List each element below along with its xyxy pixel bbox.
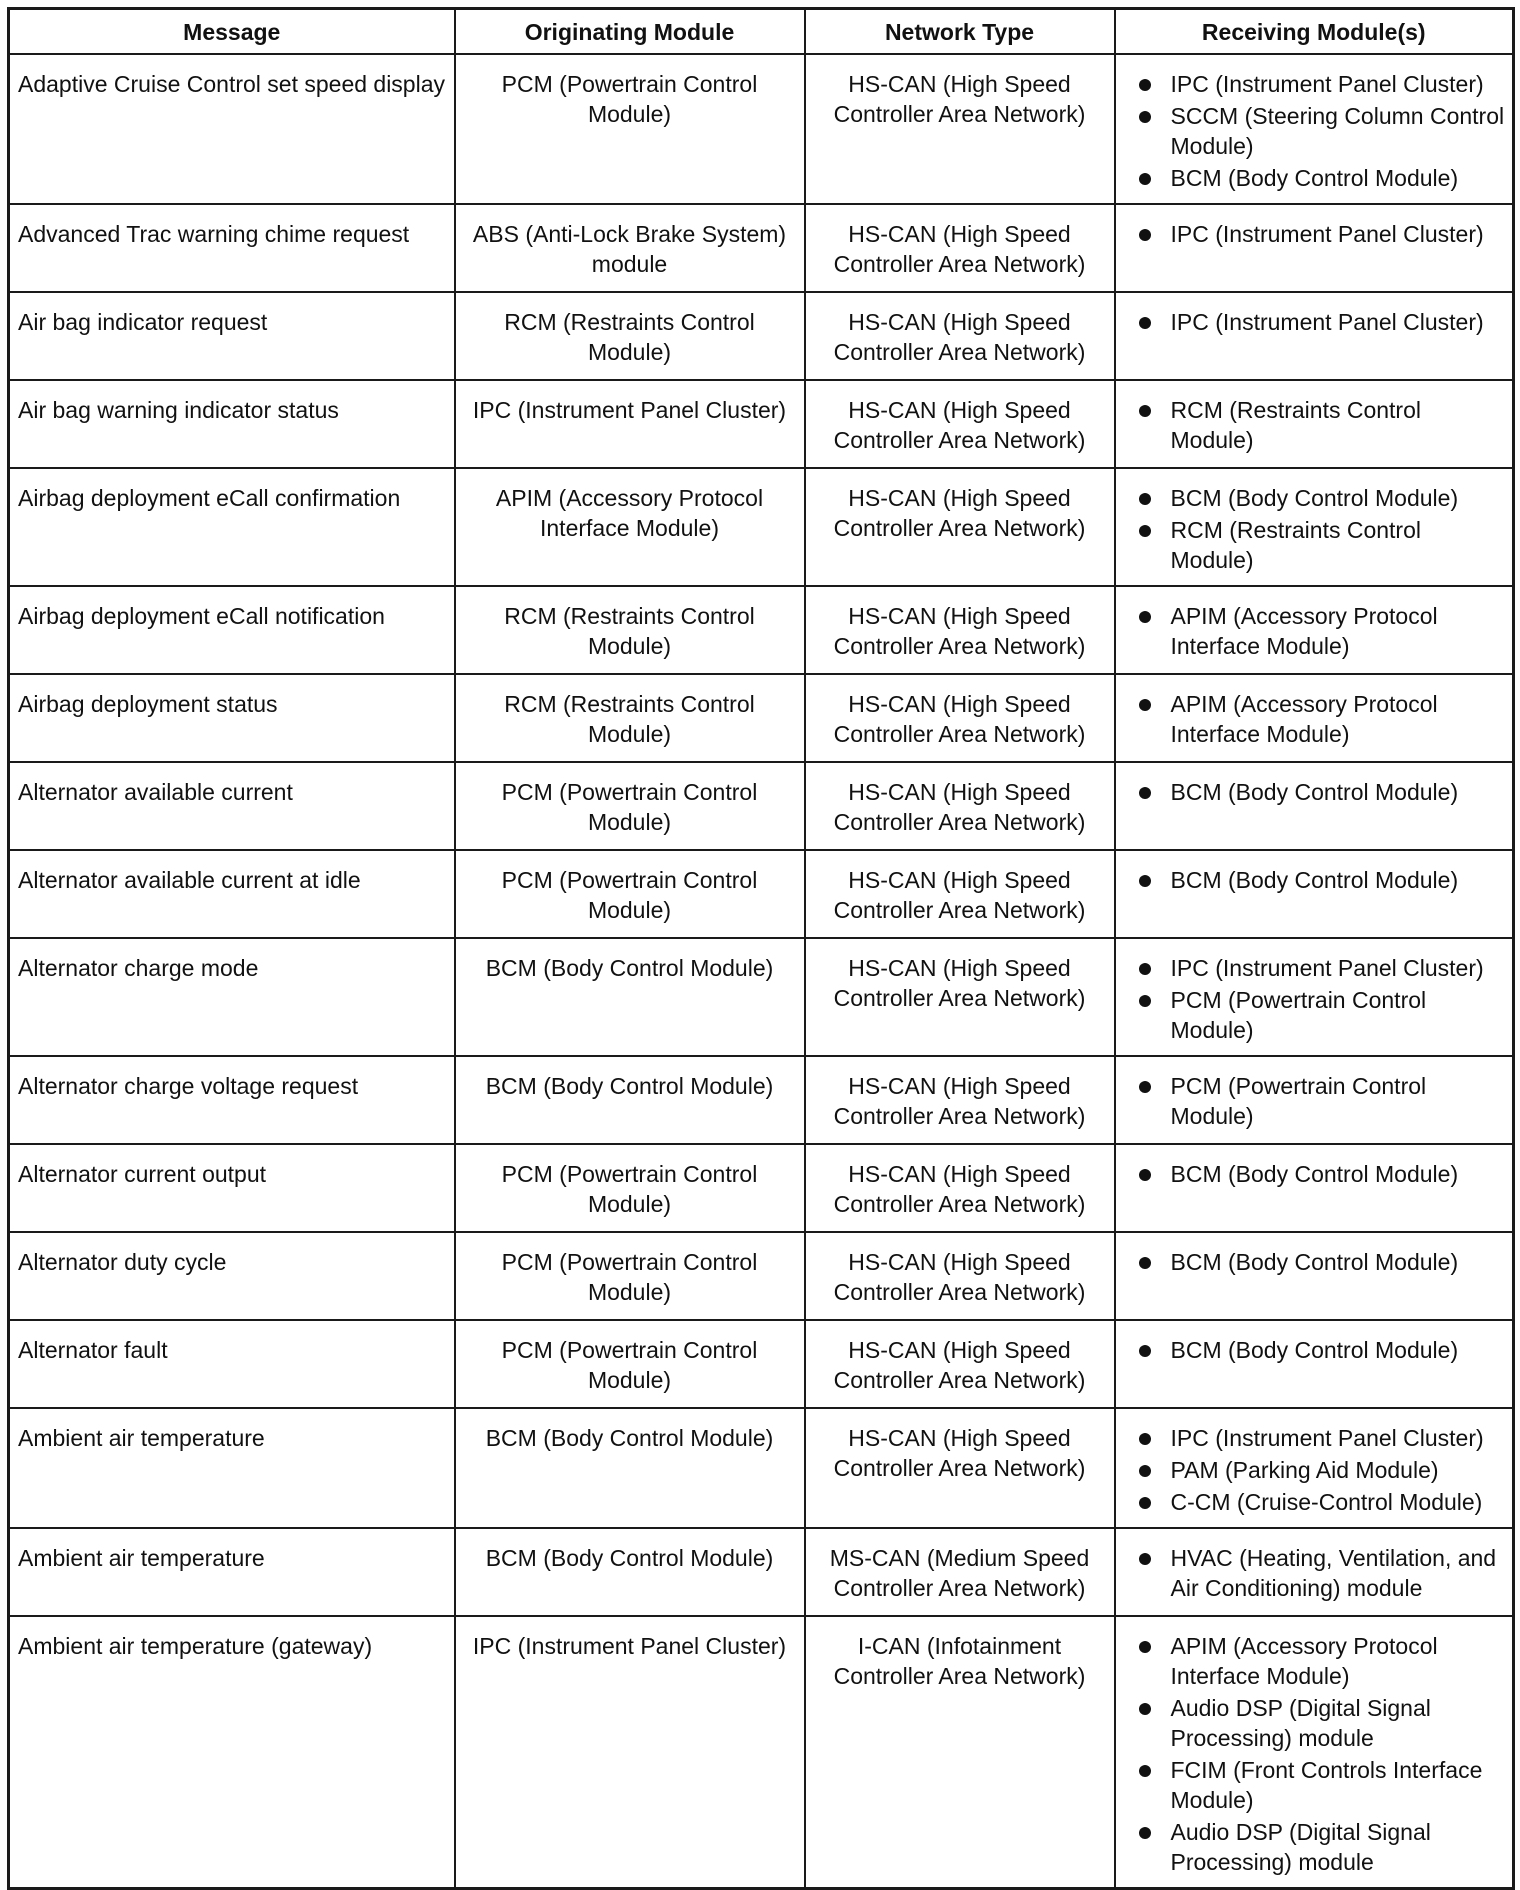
receiving-module-item — [1134, 1631, 1507, 1691]
receiving-module-label: APIM (Accessory Protocol Interface Module) — [1170, 691, 1438, 747]
receiving-module-list — [1134, 483, 1507, 575]
receiving-module-label: PCM (Powertrain Control Module) — [1170, 987, 1427, 1043]
receiving-modules-cell — [1115, 1528, 1514, 1616]
receiving-module-label: BCM (Body Control Module) — [1170, 779, 1459, 805]
table-row — [9, 762, 1514, 850]
table-row — [9, 468, 1514, 586]
receiving-module-list — [1134, 953, 1507, 1045]
message-cell: Ambient air temperature — [9, 1528, 455, 1616]
receiving-modules-cell — [1115, 1616, 1514, 1889]
originating-module-cell: PCM (Powertrain Control Module) — [455, 1320, 805, 1408]
receiving-module-item — [1134, 395, 1507, 455]
receiving-module-label: APIM (Accessory Protocol Interface Module) — [1170, 1633, 1438, 1689]
receiving-module-item — [1134, 601, 1507, 661]
receiving-modules-cell — [1115, 762, 1514, 850]
originating-module-cell: PCM (Powertrain Control Module) — [455, 1232, 805, 1320]
table-row — [9, 1528, 1514, 1616]
table-row — [9, 1320, 1514, 1408]
bullet-icon — [1139, 1703, 1151, 1715]
network-type-cell: HS-CAN (High Speed Controller Area Network) — [805, 762, 1115, 850]
message-cell: Airbag deployment eCall confirmation — [9, 468, 455, 586]
header-message: Message — [9, 9, 455, 55]
receiving-module-list — [1134, 1543, 1507, 1603]
originating-module-cell: ABS (Anti-Lock Brake System) module — [455, 204, 805, 292]
message-cell: Adaptive Cruise Control set speed display — [9, 54, 455, 204]
header-originating-module: Originating Module — [455, 9, 805, 55]
table-row — [9, 380, 1514, 468]
receiving-module-label: APIM (Accessory Protocol Interface Module) — [1170, 603, 1438, 659]
receiving-module-label: BCM (Body Control Module) — [1170, 485, 1459, 511]
receiving-module-list — [1134, 219, 1507, 249]
receiving-module-label: BCM (Body Control Module) — [1170, 867, 1459, 893]
receiving-module-item — [1134, 163, 1507, 193]
receiving-module-item — [1134, 777, 1507, 807]
message-cell: Airbag deployment eCall notification — [9, 586, 455, 674]
receiving-module-item — [1134, 1247, 1507, 1277]
receiving-modules-cell — [1115, 1232, 1514, 1320]
table-header — [9, 9, 1514, 55]
header-row — [9, 9, 1514, 55]
message-cell: Ambient air temperature — [9, 1408, 455, 1528]
receiving-module-item — [1134, 307, 1507, 337]
receiving-module-list — [1134, 1071, 1507, 1131]
receiving-module-item — [1134, 1159, 1507, 1189]
table-row — [9, 1408, 1514, 1528]
receiving-module-label: RCM (Restraints Control Module) — [1170, 397, 1421, 453]
table-row — [9, 850, 1514, 938]
bullet-icon — [1139, 493, 1151, 505]
receiving-module-item — [1134, 1543, 1507, 1603]
originating-module-cell: BCM (Body Control Module) — [455, 1056, 805, 1144]
receiving-modules-cell — [1115, 586, 1514, 674]
message-cell: Alternator duty cycle — [9, 1232, 455, 1320]
network-type-cell: HS-CAN (High Speed Controller Area Network) — [805, 1232, 1115, 1320]
message-cell: Alternator available current — [9, 762, 455, 850]
receiving-module-list — [1134, 1631, 1507, 1877]
receiving-module-list — [1134, 69, 1507, 193]
table-row — [9, 292, 1514, 380]
receiving-module-list — [1134, 601, 1507, 661]
receiving-modules-cell — [1115, 850, 1514, 938]
receiving-module-label: IPC (Instrument Panel Cluster) — [1170, 1425, 1484, 1451]
table-body — [9, 54, 1514, 1889]
network-type-cell: HS-CAN (High Speed Controller Area Network) — [805, 292, 1115, 380]
originating-module-cell: BCM (Body Control Module) — [455, 938, 805, 1056]
network-type-cell: HS-CAN (High Speed Controller Area Network) — [805, 1056, 1115, 1144]
receiving-modules-cell — [1115, 292, 1514, 380]
bullet-icon — [1139, 1169, 1151, 1181]
table-row — [9, 204, 1514, 292]
bullet-icon — [1139, 1641, 1151, 1653]
message-cell: Airbag deployment status — [9, 674, 455, 762]
bullet-icon — [1139, 317, 1151, 329]
table-row — [9, 1616, 1514, 1889]
receiving-module-item — [1134, 865, 1507, 895]
message-cell: Alternator available current at idle — [9, 850, 455, 938]
receiving-module-item — [1134, 985, 1507, 1045]
originating-module-cell: RCM (Restraints Control Module) — [455, 674, 805, 762]
message-cell: Air bag indicator request — [9, 292, 455, 380]
receiving-module-label: IPC (Instrument Panel Cluster) — [1170, 309, 1484, 335]
originating-module-cell: PCM (Powertrain Control Module) — [455, 54, 805, 204]
receiving-module-item — [1134, 689, 1507, 749]
receiving-module-list — [1134, 777, 1507, 807]
receiving-module-item — [1134, 1487, 1507, 1517]
bullet-icon — [1139, 963, 1151, 975]
originating-module-cell: BCM (Body Control Module) — [455, 1528, 805, 1616]
receiving-module-label: Audio DSP (Digital Signal Processing) module — [1170, 1819, 1431, 1875]
receiving-module-list — [1134, 1159, 1507, 1189]
receiving-module-label: BCM (Body Control Module) — [1170, 1337, 1459, 1363]
network-type-cell: HS-CAN (High Speed Controller Area Network) — [805, 1408, 1115, 1528]
network-type-cell: HS-CAN (High Speed Controller Area Network) — [805, 674, 1115, 762]
receiving-module-list — [1134, 689, 1507, 749]
table-row — [9, 586, 1514, 674]
bullet-icon — [1139, 1257, 1151, 1269]
receiving-modules-cell — [1115, 380, 1514, 468]
receiving-modules-cell — [1115, 1320, 1514, 1408]
originating-module-cell: BCM (Body Control Module) — [455, 1408, 805, 1528]
receiving-module-item — [1134, 1817, 1507, 1877]
network-type-cell: HS-CAN (High Speed Controller Area Network) — [805, 1144, 1115, 1232]
bullet-icon — [1139, 1433, 1151, 1445]
bullet-icon — [1139, 1081, 1151, 1093]
table-row — [9, 1144, 1514, 1232]
network-type-cell: HS-CAN (High Speed Controller Area Network) — [805, 380, 1115, 468]
receiving-module-list — [1134, 865, 1507, 895]
receiving-module-list — [1134, 395, 1507, 455]
receiving-module-label: BCM (Body Control Module) — [1170, 1161, 1459, 1187]
receiving-module-label: PAM (Parking Aid Module) — [1170, 1457, 1439, 1483]
receiving-module-label: FCIM (Front Controls Interface Module) — [1170, 1757, 1483, 1813]
bullet-icon — [1139, 173, 1151, 185]
bullet-icon — [1139, 229, 1151, 241]
network-type-cell: HS-CAN (High Speed Controller Area Network) — [805, 850, 1115, 938]
network-type-cell: MS-CAN (Medium Speed Controller Area Network) — [805, 1528, 1115, 1616]
receiving-modules-cell — [1115, 54, 1514, 204]
bullet-icon — [1139, 1765, 1151, 1777]
receiving-module-item — [1134, 101, 1507, 161]
bullet-icon — [1139, 405, 1151, 417]
table-row — [9, 674, 1514, 762]
originating-module-cell: PCM (Powertrain Control Module) — [455, 1144, 805, 1232]
originating-module-cell: IPC (Instrument Panel Cluster) — [455, 380, 805, 468]
bullet-icon — [1139, 875, 1151, 887]
message-cell: Alternator current output — [9, 1144, 455, 1232]
message-cell: Advanced Trac warning chime request — [9, 204, 455, 292]
bullet-icon — [1139, 1345, 1151, 1357]
network-type-cell: HS-CAN (High Speed Controller Area Network) — [805, 938, 1115, 1056]
receiving-modules-cell — [1115, 674, 1514, 762]
network-type-cell: I-CAN (Infotainment Controller Area Network) — [805, 1616, 1115, 1889]
network-type-cell: HS-CAN (High Speed Controller Area Network) — [805, 586, 1115, 674]
receiving-module-list — [1134, 307, 1507, 337]
header-receiving-modules: Receiving Module(s) — [1115, 9, 1514, 55]
receiving-modules-cell — [1115, 468, 1514, 586]
receiving-module-label: IPC (Instrument Panel Cluster) — [1170, 955, 1484, 981]
table-row — [9, 938, 1514, 1056]
originating-module-cell: PCM (Powertrain Control Module) — [455, 762, 805, 850]
receiving-modules-cell — [1115, 204, 1514, 292]
receiving-module-label: IPC (Instrument Panel Cluster) — [1170, 221, 1484, 247]
table-row — [9, 1232, 1514, 1320]
bullet-icon — [1139, 525, 1151, 537]
bullet-icon — [1139, 79, 1151, 91]
receiving-module-item — [1134, 515, 1507, 575]
receiving-modules-cell — [1115, 1408, 1514, 1528]
receiving-module-item — [1134, 1335, 1507, 1365]
message-table-container — [7, 7, 1512, 1890]
receiving-module-item — [1134, 483, 1507, 513]
network-type-cell: HS-CAN (High Speed Controller Area Network) — [805, 204, 1115, 292]
receiving-module-label: PCM (Powertrain Control Module) — [1170, 1073, 1427, 1129]
bullet-icon — [1139, 995, 1151, 1007]
originating-module-cell: PCM (Powertrain Control Module) — [455, 850, 805, 938]
originating-module-cell: IPC (Instrument Panel Cluster) — [455, 1616, 805, 1889]
receiving-module-label: C-CM (Cruise-Control Module) — [1170, 1489, 1483, 1515]
receiving-module-label: HVAC (Heating, Ventilation, and Air Conditioning) module — [1170, 1545, 1497, 1601]
receiving-module-item — [1134, 1755, 1507, 1815]
receiving-module-item — [1134, 219, 1507, 249]
receiving-module-list — [1134, 1247, 1507, 1277]
bullet-icon — [1139, 1497, 1151, 1509]
bullet-icon — [1139, 111, 1151, 123]
bullet-icon — [1139, 787, 1151, 799]
receiving-module-item — [1134, 1423, 1507, 1453]
receiving-module-label: RCM (Restraints Control Module) — [1170, 517, 1421, 573]
network-type-cell: HS-CAN (High Speed Controller Area Network) — [805, 54, 1115, 204]
receiving-modules-cell — [1115, 938, 1514, 1056]
header-network-type: Network Type — [805, 9, 1115, 55]
bullet-icon — [1139, 1465, 1151, 1477]
bullet-icon — [1139, 1827, 1151, 1839]
bullet-icon — [1139, 611, 1151, 623]
message-cell: Alternator charge voltage request — [9, 1056, 455, 1144]
receiving-module-list — [1134, 1423, 1507, 1517]
originating-module-cell: APIM (Accessory Protocol Interface Module) — [455, 468, 805, 586]
receiving-module-item — [1134, 1071, 1507, 1131]
receiving-module-list — [1134, 1335, 1507, 1365]
table-row — [9, 1056, 1514, 1144]
receiving-modules-cell — [1115, 1056, 1514, 1144]
bullet-icon — [1139, 699, 1151, 711]
network-type-cell: HS-CAN (High Speed Controller Area Network) — [805, 468, 1115, 586]
receiving-module-label: SCCM (Steering Column Control Module) — [1170, 103, 1505, 159]
message-cell: Alternator charge mode — [9, 938, 455, 1056]
network-type-cell: HS-CAN (High Speed Controller Area Network) — [805, 1320, 1115, 1408]
table-row — [9, 54, 1514, 204]
receiving-module-label: Audio DSP (Digital Signal Processing) module — [1170, 1695, 1431, 1751]
receiving-module-label: BCM (Body Control Module) — [1170, 1249, 1459, 1275]
network-message-table — [7, 7, 1515, 1890]
receiving-module-label: IPC (Instrument Panel Cluster) — [1170, 71, 1484, 97]
originating-module-cell: RCM (Restraints Control Module) — [455, 586, 805, 674]
receiving-module-item — [1134, 69, 1507, 99]
receiving-module-label: BCM (Body Control Module) — [1170, 165, 1459, 191]
message-cell: Air bag warning indicator status — [9, 380, 455, 468]
receiving-module-item — [1134, 953, 1507, 983]
message-cell: Alternator fault — [9, 1320, 455, 1408]
originating-module-cell: RCM (Restraints Control Module) — [455, 292, 805, 380]
receiving-module-item — [1134, 1693, 1507, 1753]
receiving-modules-cell — [1115, 1144, 1514, 1232]
receiving-module-item — [1134, 1455, 1507, 1485]
bullet-icon — [1139, 1553, 1151, 1565]
message-cell: Ambient air temperature (gateway) — [9, 1616, 455, 1889]
